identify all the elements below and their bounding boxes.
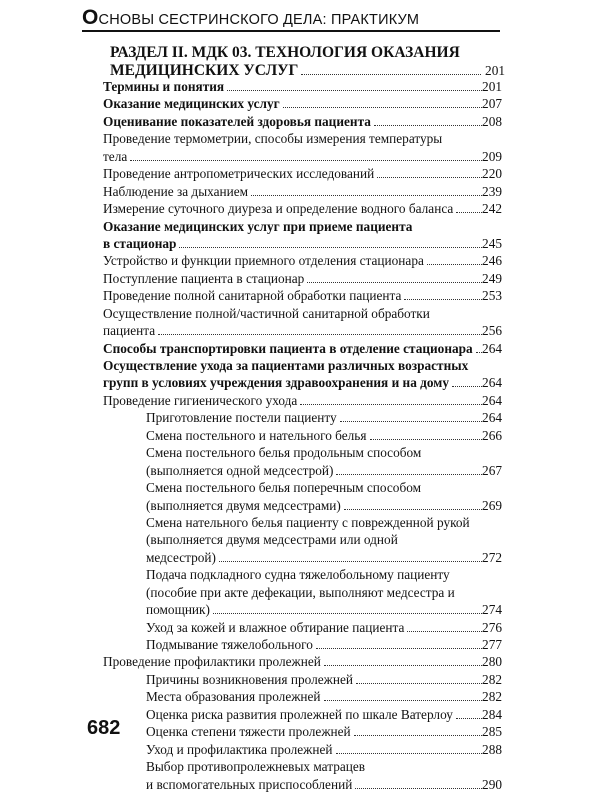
toc-entry-page: 264 <box>482 375 502 391</box>
toc-entry-page: 201 <box>482 79 502 94</box>
toc-entry-title: помощник) <box>146 602 210 618</box>
toc-entry-line <box>103 322 486 339</box>
dot-leader <box>355 787 482 789</box>
toc-entry <box>0 322 600 339</box>
toc-entry <box>0 584 600 601</box>
toc-entry-title: Смена нательного белья пациенту с поврежденной рукой <box>146 514 470 530</box>
dot-leader <box>356 682 482 684</box>
dot-leader <box>336 752 483 754</box>
toc-entry <box>0 374 600 391</box>
dot-leader <box>283 106 482 108</box>
section-title-line2: МЕДИЦИНСКИХ УСЛУГ <box>110 62 299 79</box>
toc-entry-title: Смена постельного белья продольным способом <box>146 445 422 461</box>
toc-entry-page: 264 <box>482 392 502 408</box>
dot-leader <box>452 385 482 387</box>
toc-entry-page: 282 <box>482 689 502 705</box>
page-number: 682 <box>87 717 121 739</box>
toc-entry-page: 277 <box>482 637 502 652</box>
toc-entry-page: 276 <box>482 619 502 635</box>
toc-entry-line <box>146 462 486 479</box>
toc-entry-page: 285 <box>482 724 502 740</box>
dot-leader <box>427 263 482 265</box>
toc-entry <box>0 601 600 618</box>
toc-entry-page: 266 <box>482 427 502 443</box>
toc-entry-page: 239 <box>482 183 502 199</box>
toc-entry-page: 242 <box>482 201 502 217</box>
toc-entry <box>0 409 600 426</box>
toc-entry-page: 249 <box>482 270 502 286</box>
dot-leader <box>316 647 482 649</box>
toc-entry-line <box>103 653 486 670</box>
toc-entry-title: Проведение антропометрических исследований <box>103 166 375 182</box>
toc-entry-page: 256 <box>482 323 502 339</box>
toc-entry-line <box>103 340 486 357</box>
toc-entry-title: Выбор противопролежневых матрацев <box>146 759 366 775</box>
toc-entry-title: Термины и понятия <box>103 79 225 94</box>
toc-entry-page: 272 <box>482 549 502 565</box>
toc-entry <box>0 165 600 182</box>
running-header <box>82 6 500 32</box>
toc-entry-title: Места образования пролежней <box>146 689 321 705</box>
toc-entry-page: 280 <box>482 654 502 670</box>
toc-entry <box>0 758 600 775</box>
toc-entry-line <box>103 183 486 200</box>
toc-entry-line <box>103 95 486 112</box>
toc-entry-line <box>146 636 486 653</box>
toc-entry-line <box>103 392 486 409</box>
toc-entry-page: 274 <box>482 602 502 618</box>
toc-entry <box>0 287 600 304</box>
toc-entry <box>0 113 600 130</box>
toc-entry-line <box>146 671 486 688</box>
toc-entry-line <box>103 78 486 95</box>
toc-entry-title: тела <box>103 148 128 164</box>
header-title: СНОВЫ СЕСТРИНСКОГО ДЕЛА: ПРАКТИКУМ <box>98 12 420 28</box>
toc-entry-title: Уход за кожей и влажное обтирание пациента <box>146 619 405 635</box>
toc-entry <box>0 392 600 409</box>
toc-entry <box>0 218 600 235</box>
toc-entry <box>0 444 600 461</box>
toc-entry-line <box>146 601 486 618</box>
toc-entry-title: Измерение суточного диуреза и определение водного баланса <box>103 201 454 217</box>
toc-entry-page: 264 <box>482 340 502 356</box>
dot-leader <box>336 473 482 475</box>
toc-entry-page: 290 <box>482 776 502 792</box>
toc-entry-title: Оценивание показателей здоровья пациента <box>103 113 371 129</box>
toc-entry-title: Смена постельного белья поперечным способом <box>146 480 422 496</box>
toc-entry-title: (выполняется двумя медсестрами) <box>146 497 341 513</box>
toc-entry-line <box>103 374 486 391</box>
toc-entry-title: Устройство и функции приемного отделения стационара <box>103 253 424 269</box>
toc-entry <box>0 566 600 583</box>
toc-entry-line <box>103 218 500 235</box>
toc-entry-page: 209 <box>482 148 502 164</box>
toc-entry-line <box>146 409 486 426</box>
toc-entry <box>0 497 600 514</box>
toc-entry <box>0 95 600 112</box>
toc-entry-title: и вспомогательных приспособлений <box>146 776 353 792</box>
toc-entry-title: Оказание медицинских услуг <box>103 96 280 112</box>
toc-entry <box>0 653 600 670</box>
toc-entry-title: Наблюдение за дыханием <box>103 183 249 199</box>
dot-leader <box>300 403 482 405</box>
toc-entry-page: 208 <box>482 113 502 129</box>
dot-leader <box>344 508 482 510</box>
toc-entry-title: Уход и профилактика пролежней <box>146 741 333 757</box>
toc-entry-line <box>103 270 486 287</box>
toc-entry-line <box>146 584 500 601</box>
dot-leader <box>213 612 482 614</box>
toc-entry-line <box>146 776 486 793</box>
toc-entry-line <box>146 427 486 444</box>
toc-entry-title: Проведение термометрии, способы измерения температуры <box>103 131 443 147</box>
toc-entry-line <box>146 706 486 723</box>
dot-leader <box>404 298 482 300</box>
toc-entry <box>0 357 600 374</box>
dot-leader <box>374 124 482 126</box>
toc-entry <box>0 531 600 548</box>
toc-entry-title: Оценка степени тяжести пролежней <box>146 724 351 740</box>
toc-entry-line <box>146 723 486 740</box>
toc-entry-line <box>146 688 486 705</box>
toc-entry-line <box>103 357 500 374</box>
toc-entry-title: медсестрой) <box>146 549 216 565</box>
dot-leader <box>179 246 482 248</box>
dot-leader <box>251 194 482 196</box>
toc-entry-page: 288 <box>482 741 502 757</box>
toc-entry-line <box>103 200 486 217</box>
toc-entry <box>0 479 600 496</box>
toc-entry-line <box>146 619 486 636</box>
dot-leader <box>476 351 482 353</box>
toc-entry-title: в стационар <box>103 235 177 251</box>
dot-leader <box>219 560 482 562</box>
toc-entry-line <box>103 252 486 269</box>
toc-entry-page: 207 <box>482 96 502 112</box>
section-title-line1: РАЗДЕЛ II. МДК 03. ТЕХНОЛОГИЯ ОКАЗАНИЯ <box>110 44 460 61</box>
toc-entry <box>0 340 600 357</box>
toc-entry-page: 220 <box>482 166 502 182</box>
toc-entry-title: Проведение профилактики пролежней <box>103 654 321 670</box>
toc-entry <box>0 200 600 217</box>
toc-entry-line <box>146 566 500 583</box>
dot-leader <box>324 664 482 666</box>
toc-entry-page: 284 <box>482 706 502 722</box>
toc-entry-line <box>146 444 500 461</box>
toc-entry-line <box>146 479 500 496</box>
dot-leader <box>307 281 482 283</box>
toc-entry-title: Осуществление полной/частичной санитарной обработки <box>103 305 430 321</box>
toc-entry-title: (выполняется двумя медсестрами или одной <box>146 532 398 548</box>
header-initial: О <box>82 6 99 29</box>
toc-entry <box>0 148 600 165</box>
toc-entry <box>0 427 600 444</box>
dot-leader <box>407 630 482 632</box>
dot-leader <box>456 717 482 719</box>
dot-leader <box>456 211 482 213</box>
dot-leader <box>340 420 482 422</box>
toc-entry <box>0 462 600 479</box>
toc-entry-title: Подмывание тяжелобольного <box>146 637 313 652</box>
toc-entry-page: 264 <box>482 410 502 426</box>
toc-entry-title: Осуществление ухода за пациентами различных возрастных <box>103 358 469 373</box>
toc-entry-title: пациента <box>103 323 156 339</box>
toc-entry-title: Приготовление постели пациенту <box>146 410 337 426</box>
toc-entry <box>0 549 600 566</box>
toc-entry-title: Поступление пациента в стационар <box>103 270 305 286</box>
toc-entry-line <box>146 497 486 514</box>
toc-entry-line <box>103 165 486 182</box>
dot-leader <box>324 699 482 701</box>
toc-entry <box>0 305 600 322</box>
dot-leader <box>301 73 481 75</box>
toc-entry <box>0 270 600 287</box>
section-page: 201 <box>485 63 505 78</box>
toc-entry <box>0 235 600 252</box>
toc-entry <box>0 776 600 793</box>
toc-entry-line <box>103 148 486 165</box>
toc-entry <box>0 671 600 688</box>
toc-entry <box>0 130 600 147</box>
toc-entry-title: Причины возникновения пролежней <box>146 671 353 687</box>
dot-leader <box>370 438 483 440</box>
dot-leader <box>227 89 482 91</box>
toc-entry <box>0 78 600 95</box>
toc-entry-line <box>146 758 500 775</box>
toc-entry-line <box>146 531 500 548</box>
toc-entry-line <box>103 113 486 130</box>
toc-entry-line <box>103 305 500 322</box>
dot-leader <box>158 333 482 335</box>
dot-leader <box>354 734 482 736</box>
toc-entry-title: Оценка риска развития пролежней по шкале Ватерлоу <box>146 706 453 722</box>
toc-entry <box>0 741 600 758</box>
toc-entry-title: Подача подкладного судна тяжелобольному пациенту <box>146 567 450 583</box>
toc-entry-line <box>103 235 486 252</box>
toc-entry <box>0 183 600 200</box>
toc-entry-line <box>146 741 486 758</box>
toc-entry-title: Проведение гигиенического ухода <box>103 392 298 408</box>
toc-entry <box>0 252 600 269</box>
toc-entry-line <box>103 287 486 304</box>
toc-entry-line <box>146 549 486 566</box>
toc-entry-page: 245 <box>482 235 502 251</box>
toc-entry-title: (выполняется одной медсестрой) <box>146 462 334 478</box>
toc-entry <box>0 514 600 531</box>
toc-entry-page: 269 <box>482 497 502 513</box>
toc-entry-title: (пособие при акте дефекации, выполняют медсестра и <box>146 584 455 600</box>
toc-entry-title: групп в условиях учреждения здравоохранения и на дому <box>103 375 450 391</box>
dot-leader <box>377 176 482 178</box>
toc-entry-page: 246 <box>482 253 502 269</box>
toc-entry <box>0 688 600 705</box>
toc-entry-title: Проведение полной санитарной обработки пациента <box>103 288 402 304</box>
toc-entry-page: 267 <box>482 462 502 478</box>
toc-entry-page: 253 <box>482 288 502 304</box>
toc-entry-title: Смена постельного и нательного белья <box>146 427 367 443</box>
toc-entry-title: Способы транспортировки пациента в отделение стационара <box>103 340 473 356</box>
toc-entry-page: 282 <box>482 671 502 687</box>
toc-entry <box>0 619 600 636</box>
dot-leader <box>130 159 482 161</box>
table-of-contents <box>0 78 600 793</box>
toc-entry <box>0 636 600 653</box>
toc-entry-line <box>146 514 500 531</box>
toc-entry-line <box>103 130 500 147</box>
toc-entry-title: Оказание медицинских услуг при приеме пациента <box>103 218 413 234</box>
